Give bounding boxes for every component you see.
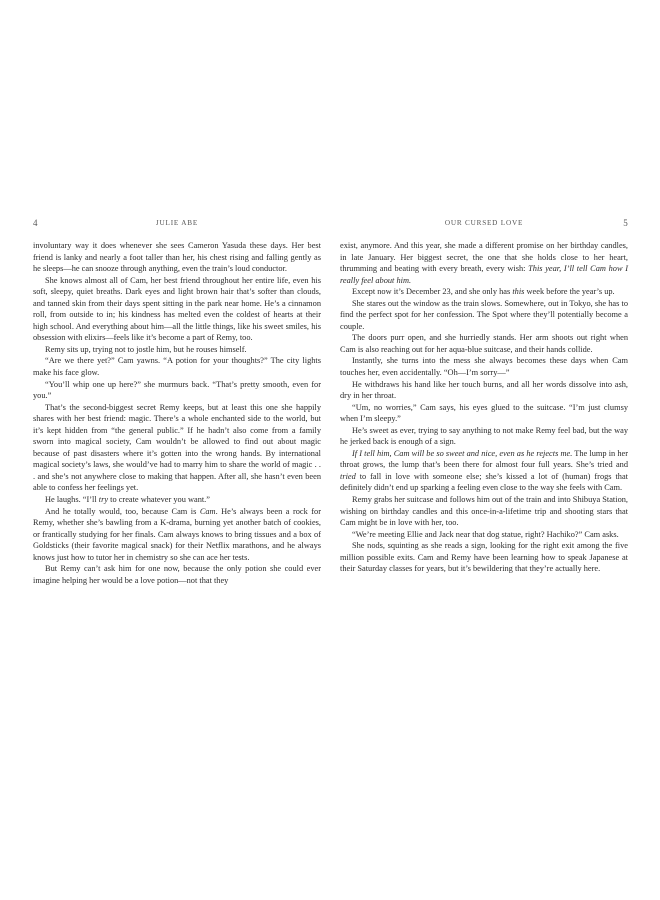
- text-run: And he totally would, too, because Cam is: [45, 506, 200, 516]
- text-run: But Remy can’t ask him for one now, because the only potion she could ever imagine helping her would be a love potion—not that they: [33, 564, 321, 585]
- text-run: Except now it’s December 23, and she only has: [352, 287, 513, 297]
- paragraph: [340, 332, 628, 355]
- paragraph: [340, 448, 628, 494]
- paragraph: [33, 240, 321, 275]
- italic-text: try: [98, 495, 109, 505]
- text-run: He’s sweet as ever, trying to say anything to not make Remy feel bad, but the way he jerked back is enough of a sign.: [340, 425, 628, 447]
- paragraph: [33, 344, 321, 356]
- text-run: He laughs. “I’ll: [45, 495, 99, 505]
- text-run: Remy sits up, trying not to jostle him, but he rouses himself.: [45, 344, 247, 354]
- right-running-head: OUR CURSED LOVE: [444, 219, 524, 227]
- text-run: The doors purr open, and she hurriedly stands. Her arm shoots out right when Cam is also reaching out for her aqua-blue suitcase, and their hands collide.: [340, 333, 628, 354]
- text-run: “Are we there yet?” Cam yawns. “A potion for your thoughts?” The city lights make his face glow.: [33, 356, 321, 378]
- text-run: Remy grabs her suitcase and follows him out of the train and into Shibuya Station, wishing on birthday candles and this once-in-a-lifetime trip and shooting stars that Cam might be in love with her, too.: [340, 495, 628, 528]
- text-run: “Um, no worries,” Cam says, his eyes glued to the suitcase. “I’m just clumsy when I’m sleepy.”: [340, 402, 628, 424]
- paragraph: [33, 402, 321, 494]
- right-page-header: [340, 218, 628, 232]
- italic-text: tried: [340, 471, 356, 481]
- text-run: “We’re meeting Ellie and Jack near that dog statue, right? Hachiko?” Cam asks.: [352, 529, 619, 539]
- paragraph: [33, 275, 321, 344]
- paragraph: [340, 529, 628, 541]
- right-page-number: 5: [623, 218, 628, 228]
- text-run: “You’ll whip one up here?” she murmurs back. “That’s pretty smooth, even for you.”: [33, 379, 321, 401]
- text-run: . He’s always been a rock for Remy, whether she’s bawling from a K-drama, burning yet another batch of cookies, or frantically studying for her finals. Cam always knows to bring tissues and a box of Goldsticks (their favorite magical snack) for their Netflix marathons, and he always knows just how to tutor her in chemistry so she can ace her tests.: [33, 506, 321, 562]
- paragraph: [340, 298, 628, 333]
- right-page: [340, 218, 628, 575]
- paragraph: [340, 286, 628, 298]
- paragraph: [33, 379, 321, 402]
- text-run: exist, anymore. And this year, she made a different promise on her birthday candles, in late January. Her biggest secret, the one that she holds close to her heart, thrumming and beating with every breath, every wish:: [340, 241, 628, 274]
- paragraph: [340, 402, 628, 425]
- text-run: The lump in her throat grows, the lump that’s been there for almost four full years. She’s tried and: [340, 448, 629, 470]
- italic-text: this: [512, 287, 525, 297]
- paragraph: [340, 379, 628, 402]
- text-run: Instantly, she turns into the mess she always becomes these days when Cam touches her, even accidentally. “Oh—I’m sorry—”: [340, 356, 628, 378]
- paragraph: [33, 494, 321, 506]
- italic-text: If I tell him, Cam will be so sweet and nice, even as he rejects me.: [352, 448, 573, 458]
- text-run: She stares out the window as the train slows. Somewhere, out in Tokyo, she has to find the perfect spot for her confession. The Spot where they’ll potentially become a couple.: [340, 298, 628, 331]
- left-page: [33, 218, 321, 586]
- text-run: That’s the second-biggest secret Remy keeps, but at least this one she happily shares with her best friend: magic. There’s a whole enchanted side to the world, but it’s kept hidden from “the general public.” If he hadn’t also come from a family sworn into magical society, Cam wouldn’t be allowed to find out about magic because of past disasters where it’s gotten into the wrong hands. By international magical society’s laws, she would’ve had to marry him to share the world of magic . . . and she’s not anywhere close to making that happen. After all, she hasn’t even been able to confess her feelings yet.: [33, 402, 321, 493]
- left-page-header: [33, 218, 321, 232]
- paragraph: [340, 540, 628, 575]
- text-run: week before the year’s up.: [524, 287, 615, 297]
- text-run: She knows almost all of Cam, her best friend throughout her entire life, even his soft, sleepy, quiet breaths. Dark eyes and light brown hair that’s softer than clouds, and tanned skin from their days spent sitting in the park near home. He’s a cinnamon roll, from outside to in; his kindness has melted even the coldest of hearts at their high school. And everything about him—all the little things, like his sweet smiles, his obsession with elixirs—feels like it’s become a part of Remy, too.: [33, 275, 321, 343]
- right-page-body: [340, 240, 628, 575]
- left-page-body: [33, 240, 321, 586]
- paragraph: [340, 240, 628, 286]
- italic-text: Cam: [199, 506, 216, 516]
- text-run: to fall in love with someone else; she’s kissed a lot of (human) frogs that definitely didn’t end up sparking a feeling even close to the way she feels with Cam.: [340, 471, 628, 493]
- text-run: involuntary way it does whenever she sees Cameron Yasuda these days. Her best friend is lanky and nearly a foot taller than her, his chest rising and falling gently as he sleeps—he can snooze through anything, even the train’s loud conductor.: [33, 241, 321, 274]
- text-run: She nods, squinting as she reads a sign, looking for the right exit among the five million possible exits. Cam and Remy have been learning how to speak Japanese at their Saturday classes for years, but it’s bewildering that they’re actually here.: [340, 541, 628, 574]
- paragraph: [340, 355, 628, 378]
- text-run: to create whatever you want.”: [108, 495, 210, 505]
- italic-text: This year, I’ll tell Cam how I really feel about him.: [340, 264, 628, 285]
- paragraph: [340, 494, 628, 529]
- left-running-head: JULIE ABE: [155, 219, 199, 227]
- paragraph: [33, 506, 321, 564]
- left-page-number: 4: [33, 218, 38, 228]
- paragraph: [340, 425, 628, 448]
- text-run: He withdraws his hand like her touch burns, and all her words dissolve into ash, dry in her throat.: [340, 379, 628, 401]
- paragraph: [33, 563, 321, 586]
- paragraph: [33, 355, 321, 378]
